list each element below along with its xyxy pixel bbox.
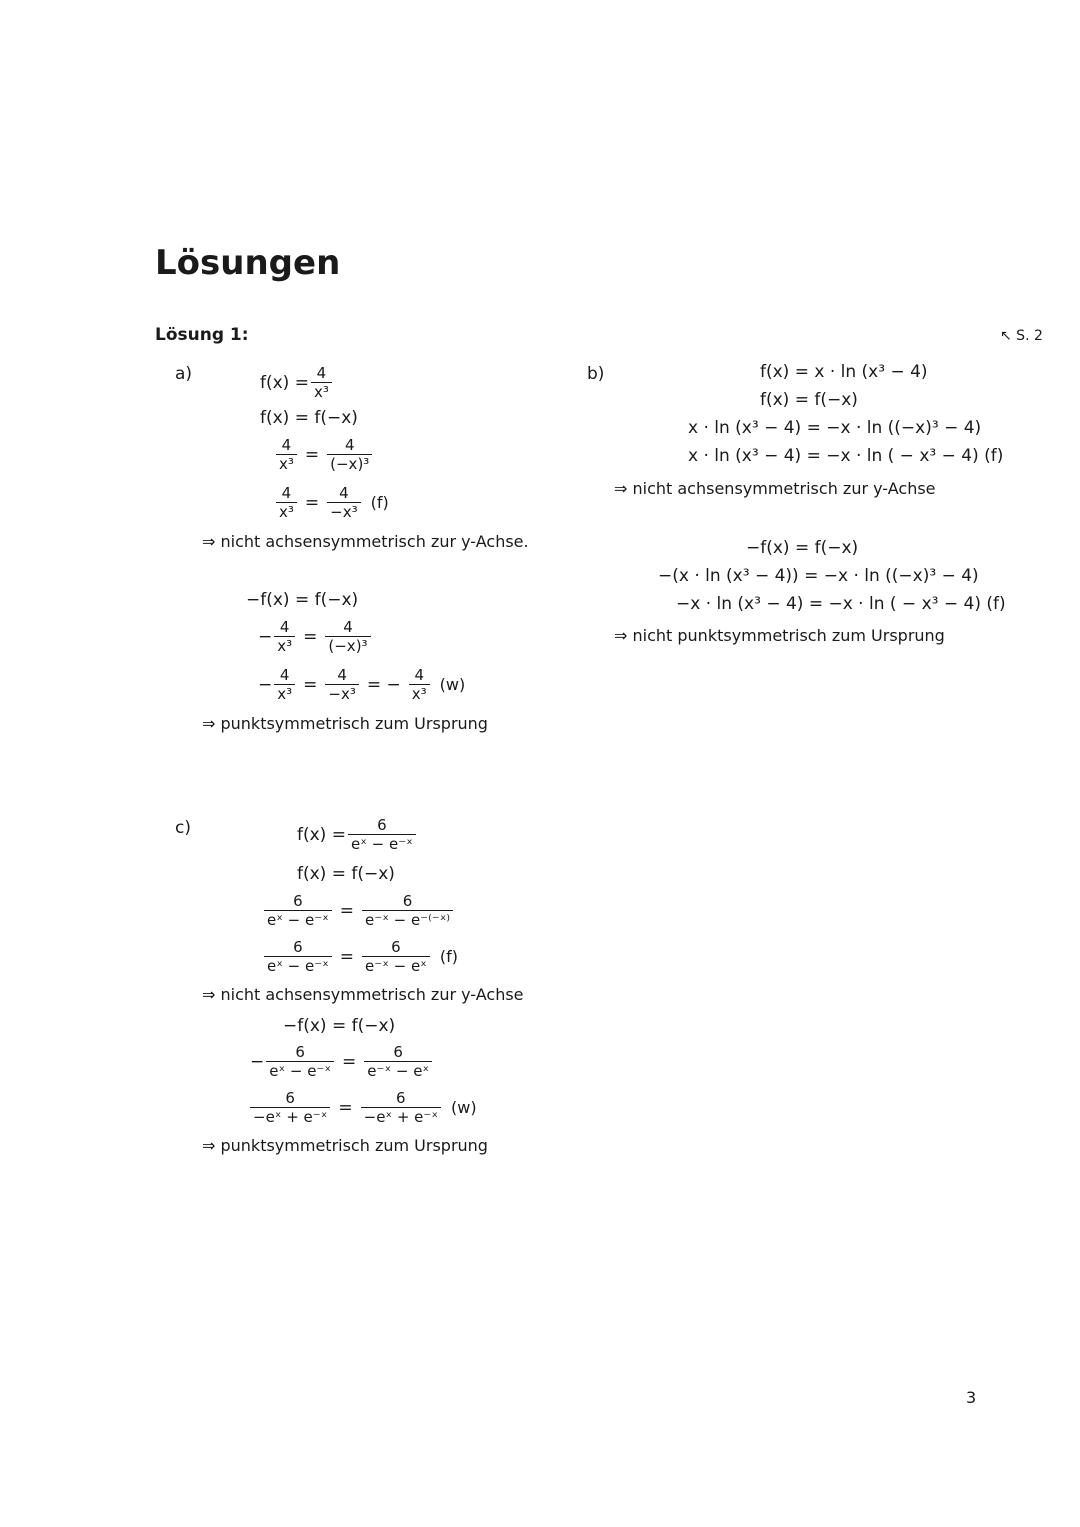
c-eq7-tag: (w) — [451, 1098, 477, 1117]
a-conclusion-2: ⇒ punktsymmetrisch zum Ursprung — [202, 714, 488, 733]
a-eq4-lfrac — [276, 484, 297, 521]
c-eq3-lfrac — [264, 892, 332, 929]
c-eq3-rden: e⁻ˣ − e⁻⁽⁻ˣ⁾ — [362, 910, 453, 929]
c-eq3-lnum: 6 — [293, 892, 303, 910]
c-eq3-rfrac — [362, 892, 453, 929]
a-eq6-rden: (−x)³ — [325, 636, 370, 655]
a-eq4-rnum: 4 — [339, 484, 349, 502]
a-eq3: $\frac{4}{\text{x³}}$ = $\frac{4}{\text{(−x)³}}$ — [274, 436, 374, 473]
c-eq1-lhs: f(x) = — [297, 824, 346, 845]
b-eq2: f(x) = f(−x) — [760, 390, 858, 410]
c-eq4-rfrac — [362, 938, 430, 975]
a-eq3-lfrac — [276, 436, 297, 473]
c-eq3: $\frac{6}{\text{eˣ − e⁻ˣ}}$ = $\frac{6}{\text{e⁻ˣ − e⁻⁽⁻ˣ⁾}}$ — [262, 892, 455, 929]
a-eq4-rfrac — [327, 484, 360, 521]
a-eq4: $\frac{4}{\text{x³}}$ = $\frac{4}{\text{−x³}}$ (f) — [274, 484, 389, 521]
a-eq3-rnum: 4 — [344, 436, 355, 454]
c-eq3-rnum: 6 — [402, 892, 413, 910]
a-eq3-lnum: 4 — [281, 436, 292, 454]
b-eq3: x · ln (x³ − 4) = −x · ln ((−x)³ − 4) — [688, 418, 982, 438]
page-title: Lösungen — [155, 243, 341, 283]
a-eq5-text: −f(x) = f(−x) — [246, 590, 359, 610]
a-eq7-rfrac — [409, 666, 430, 703]
c-eq6-rden: e⁻ˣ − eˣ — [364, 1061, 432, 1080]
c-conclusion-1: ⇒ nicht achsensymmetrisch zur y-Achse — [202, 985, 524, 1004]
b-eq4: x · ln (x³ − 4) = −x · ln ( − x³ − 4) (f) — [688, 446, 1004, 466]
a-eq1-num: 4 — [316, 364, 327, 382]
a-eq7-tag: (w) — [439, 675, 466, 694]
a-eq6-lden: x³ — [274, 636, 295, 655]
a-eq3-lden: x³ — [276, 454, 297, 473]
c-eq6: − $\frac{6}{\text{eˣ − e⁻ˣ}}$ = $\frac{6}{\text{e⁻ˣ − eˣ}}$ — [250, 1043, 434, 1080]
a-eq7-mfrac — [325, 666, 358, 703]
a-eq3-rden: (−x)³ — [327, 454, 372, 473]
c-eq2-text: f(x) = f(−x) — [297, 864, 395, 884]
a-eq6: − $\frac{4}{\text{x³}}$ = $\frac{4}{\text{(−x)³}}$ — [258, 618, 373, 655]
a-eq4-rden: −x³ — [327, 502, 360, 521]
b-conclusion-2: ⇒ nicht punktsymmetrisch zum Ursprung — [614, 626, 945, 645]
part-b-label: b) — [587, 364, 605, 384]
a-eq6-rnum: 4 — [343, 618, 353, 636]
a-eq6-lfrac — [274, 618, 295, 655]
c-eq6-lnum: 6 — [295, 1043, 305, 1061]
c-eq7-rden: −eˣ + e⁻ˣ — [361, 1107, 441, 1126]
c-eq7-rnum: 6 — [396, 1089, 406, 1107]
c-eq1-frac — [348, 816, 416, 853]
a-eq7-rden: x³ — [409, 684, 430, 703]
a-eq2 — [260, 408, 358, 428]
c-eq4-rden: e⁻ˣ − eˣ — [362, 956, 430, 975]
c-eq4-lfrac — [264, 938, 332, 975]
c-eq4: $\frac{6}{\text{eˣ − e⁻ˣ}}$ = $\frac{6}{\text{e⁻ˣ − eˣ}}$ (f) — [262, 938, 458, 975]
a-eq7-mden: −x³ — [325, 684, 358, 703]
a-eq1-frac — [311, 364, 332, 401]
a-eq7-rnum: 4 — [414, 666, 424, 684]
a-eq1 — [260, 364, 334, 401]
c-eq5-text: −f(x) = f(−x) — [283, 1016, 396, 1036]
a-eq1-lhs: f(x) = — [260, 372, 309, 393]
c-eq5 — [283, 1016, 395, 1036]
c-eq7-lden: −eˣ + e⁻ˣ — [250, 1107, 330, 1126]
c-eq4-rnum: 6 — [391, 938, 401, 956]
c-eq6-lden: eˣ − e⁻ˣ — [266, 1061, 334, 1080]
a-eq3-rfrac — [327, 436, 372, 473]
b-eq6: −(x · ln (x³ − 4)) = −x · ln ((−x)³ − 4) — [658, 566, 979, 586]
part-a-label: a) — [175, 364, 193, 384]
page-number: 3 — [966, 1388, 977, 1407]
a-eq7-lden: x³ — [274, 684, 295, 703]
a-eq2-text: f(x) = f(−x) — [260, 408, 358, 428]
c-eq4-tag: (f) — [439, 947, 458, 966]
a-eq4-lden: x³ — [276, 502, 297, 521]
c-eq7-lfrac — [250, 1089, 330, 1126]
b-conclusion-1: ⇒ nicht achsensymmetrisch zur y-Achse — [614, 479, 936, 498]
a-eq4-lnum: 4 — [281, 484, 292, 502]
a-eq6-lnum: 4 — [279, 618, 290, 636]
c-eq2 — [297, 864, 395, 884]
c-eq1-num: 6 — [377, 816, 387, 834]
c-eq6-rnum: 6 — [393, 1043, 403, 1061]
c-eq7-rfrac — [361, 1089, 441, 1126]
solution-heading: Lösung 1: — [155, 325, 249, 345]
c-eq7: $\frac{6}{\text{−eˣ + e⁻ˣ}}$ = $\frac{6}{\text{−eˣ + e⁻ˣ}}$ (w) — [248, 1089, 477, 1126]
c-eq1 — [297, 816, 418, 853]
c-eq7-lnum: 6 — [285, 1089, 295, 1107]
a-eq7-lfrac — [274, 666, 295, 703]
a-eq6-rfrac — [325, 618, 370, 655]
backlink[interactable]: ↖ S. 2 — [1000, 328, 1043, 344]
a-eq5 — [246, 590, 358, 610]
part-c-label: c) — [175, 818, 191, 838]
a-eq7-mnum: 4 — [337, 666, 347, 684]
a-conclusion-1: ⇒ nicht achsensymmetrisch zur y-Achse. — [202, 532, 529, 551]
c-eq6-rfrac — [364, 1043, 432, 1080]
a-eq7: − $\frac{4}{\text{x³}}$ = $\frac{4}{\text{−x³}}$ = − $\frac{4}{\text{x³}}$ (w) — [258, 666, 466, 703]
c-eq4-lnum: 6 — [293, 938, 303, 956]
a-eq1-den: x³ — [311, 382, 332, 401]
b-eq7: −x · ln (x³ − 4) = −x · ln ( − x³ − 4) (f) — [676, 594, 1006, 614]
c-conclusion-2: ⇒ punktsymmetrisch zum Ursprung — [202, 1136, 488, 1155]
b-eq5: −f(x) = f(−x) — [746, 538, 859, 558]
c-eq1-den: eˣ − e⁻ˣ — [348, 834, 416, 853]
c-eq4-lden: eˣ − e⁻ˣ — [264, 956, 332, 975]
c-eq6-lfrac — [266, 1043, 334, 1080]
b-eq1: f(x) = x · ln (x³ − 4) — [760, 362, 928, 382]
c-eq3-lden: eˣ − e⁻ˣ — [264, 910, 332, 929]
a-eq7-lnum: 4 — [279, 666, 290, 684]
a-eq4-tag: (f) — [370, 493, 389, 512]
